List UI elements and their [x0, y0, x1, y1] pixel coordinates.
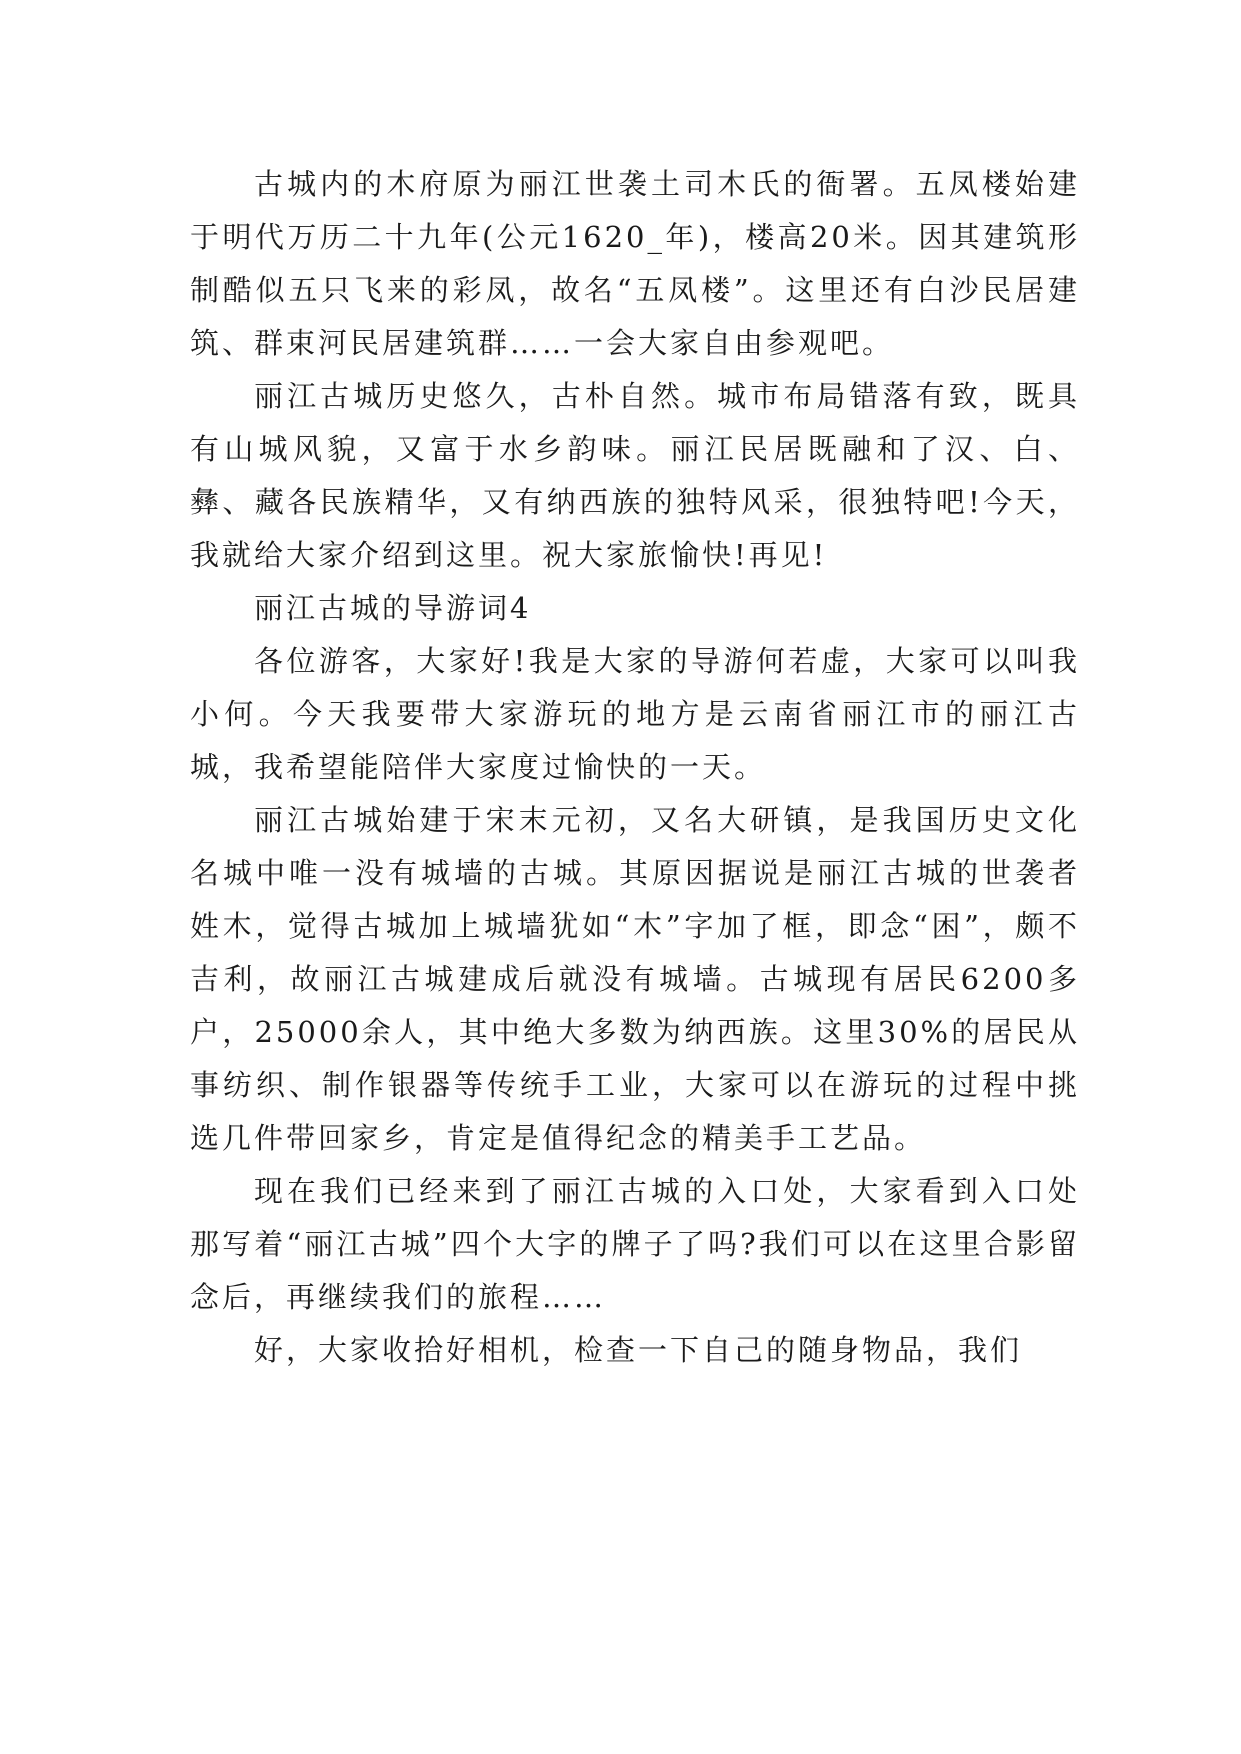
paragraph-continue: 好，大家收拾好相机，检查一下自己的随身物品，我们 — [254, 1333, 1023, 1367]
paragraph-history: 丽江古城历史悠久，古朴自然。城市布局错落有致，既具有山城风貌，又富于水乡韵味。丽江民居既融和了汉、白、彝、藏各民族精华，又有纳西族的独特风采，很独特吧!今天，我就给大家介绍到这里。祝大家旅愉快!再见! — [190, 379, 1080, 572]
paragraph-mufu: 古城内的木府原为丽江世袭土司木氏的衙署。五凤楼始建于明代万历二十九年(公元1620_年)，楼高20米。因其建筑形制酷似五只飞来的彩凤，故名“五凤楼”。这里还有白沙民居建筑、群束河民居建筑群……一会大家自由参观吧。 — [190, 167, 1080, 360]
section-heading: 丽江古城的导游词4 — [254, 591, 532, 625]
document-body — [190, 158, 1080, 1377]
paragraph-dayan-town: 丽江古城始建于宋末元初，又名大研镇，是我国历史文化名城中唯一没有城墙的古城。其原因据说是丽江古城的世袭者姓木，觉得古城加上城墙犹如“木”字加了框，即念“困”，颇不吉利，故丽江古城建成后就没有城墙。古城现有居民6200多户，25000余人，其中绝大多数为纳西族。这里30%的居民从事纺织、制作银器等传统手工业，大家可以在游玩的过程中挑选几件带回家乡，肯定是值得纪念的精美手工艺品。 — [190, 803, 1080, 1155]
paragraph-entrance: 现在我们已经来到了丽江古城的入口处，大家看到入口处那写着“丽江古城”四个大字的牌子了吗?我们可以在这里合影留念后，再继续我们的旅程…… — [190, 1174, 1080, 1314]
paragraph-greeting: 各位游客，大家好!我是大家的导游何若虚，大家可以叫我小何。今天我要带大家游玩的地方是云南省丽江市的丽江古城，我希望能陪伴大家度过愉快的一天。 — [190, 644, 1080, 784]
